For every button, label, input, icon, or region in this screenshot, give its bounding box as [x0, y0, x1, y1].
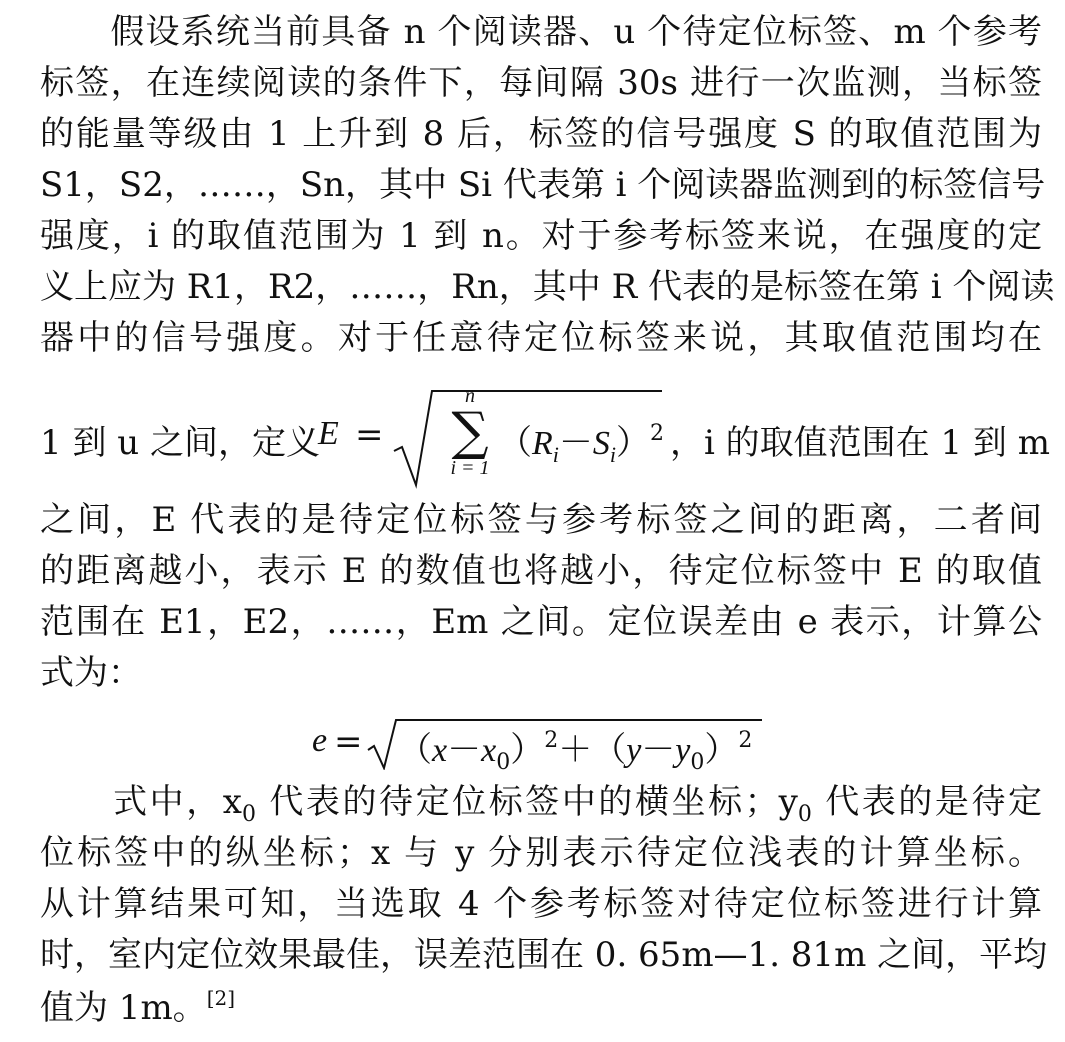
- paren-close: ）: [704, 730, 739, 770]
- formula-equals: =: [355, 415, 384, 455]
- x0-symbol: x: [481, 732, 497, 769]
- formula-prefix-text: 1 到 u 之间，定义: [40, 423, 320, 463]
- paragraph-line: S1，S2，……，Sn，其中 Si 代表第 i 个阅读器监测到的标签信号: [40, 165, 1046, 205]
- sum-upper-limit: n: [465, 385, 475, 407]
- formula2-equals: =: [334, 722, 363, 762]
- text-segment: 代表的待定位标签中的横坐标；y: [255, 782, 798, 822]
- paragraph-line: 时，室内定位效果最佳，误差范围在 0. 65m—1. 81m 之间，平均: [40, 935, 1048, 975]
- paren-close: ）: [510, 730, 545, 770]
- paragraph-line: 位标签中的纵坐标；x 与 y 分别表示待定位浅表的计算坐标。: [40, 833, 1042, 873]
- x-symbol: x: [432, 732, 448, 769]
- formula-term: [498, 415, 665, 467]
- paragraph-line: 器中的信号强度。对于任意待定位标签来说，其取值范围均在: [40, 318, 1042, 358]
- formula2-lhs: e: [312, 722, 328, 759]
- paragraph-line: 义上应为 R1，R2，……，Rn，其中 R 代表的是标签在第 i 个阅读: [40, 267, 1055, 307]
- y0-symbol: y: [675, 732, 691, 769]
- paren-open: （: [498, 423, 532, 463]
- exponent: 2: [738, 728, 753, 753]
- paren-open: （: [592, 730, 627, 770]
- x-subscript: 0: [241, 802, 256, 827]
- R-subscript: i: [552, 442, 559, 467]
- paragraph-line: 范围在 E1，E2，……，Em 之间。定位误差由 e 表示，计算公: [40, 602, 1042, 642]
- plus-sign: ＋: [558, 730, 593, 770]
- formula-error: [0, 712, 1065, 775]
- x0-subscript: 0: [496, 750, 511, 775]
- S-subscript: i: [609, 442, 617, 467]
- paragraph-line: 假设系统当前具备 n 个阅读器、u 个待定位标签、m 个参考: [40, 12, 1042, 52]
- exponent: 2: [650, 421, 665, 446]
- formula2-body: [398, 722, 753, 775]
- paragraph-line: 从计算结果可知，当选取 4 个参考标签对待定位标签进行计算: [40, 884, 1042, 924]
- paragraph-line: 之间，E 代表的是待定位标签与参考标签之间的距离，二者间: [40, 500, 1042, 540]
- minus-sign: －: [641, 730, 676, 770]
- y0-subscript: 0: [690, 750, 705, 775]
- paragraph-last-line: [40, 982, 1042, 1034]
- paragraph-line: 的能量等级由 1 上升到 8 后，标签的信号强度 S 的取值范围为: [40, 114, 1042, 154]
- paragraph-line: 强度，i 的取值范围为 1 到 n。对于参考标签来说，在强度的定: [40, 216, 1042, 256]
- text-segment: 值为 1m。: [40, 988, 207, 1028]
- formula-E-line: [0, 385, 1065, 495]
- formula-suffix-text: ，i 的取值范围在 1 到 m: [670, 423, 1050, 463]
- minus-sign: －: [447, 730, 482, 770]
- S-symbol: S: [592, 425, 610, 462]
- paragraph-line: 的距离越小，表示 E 的数值也将越小，待定位标签中 E 的取值: [40, 551, 1042, 591]
- summation: [440, 385, 500, 479]
- paragraph-line-with-subscripts: [40, 776, 1042, 828]
- text-segment: 式中，x: [40, 782, 242, 822]
- paragraph-line: 标签，在连续阅读的条件下，每间隔 30s 进行一次监测，当标签: [40, 63, 1042, 103]
- y-subscript: 0: [797, 802, 812, 827]
- citation-reference[interactable]: [2]: [206, 986, 236, 1010]
- exponent: 2: [544, 728, 559, 753]
- minus-sign: －: [558, 423, 593, 463]
- text-segment: 代表的是待定: [811, 782, 1043, 822]
- paragraph-line: 式为：: [40, 653, 142, 693]
- formula-E-symbol: E: [318, 415, 339, 452]
- paren-close: ）: [616, 423, 651, 463]
- sum-lower-limit: i = 1: [450, 457, 490, 479]
- R-symbol: R: [532, 425, 553, 462]
- sigma-symbol: ∑: [451, 402, 489, 462]
- paren-open: （: [398, 730, 432, 770]
- y-symbol: y: [626, 732, 642, 769]
